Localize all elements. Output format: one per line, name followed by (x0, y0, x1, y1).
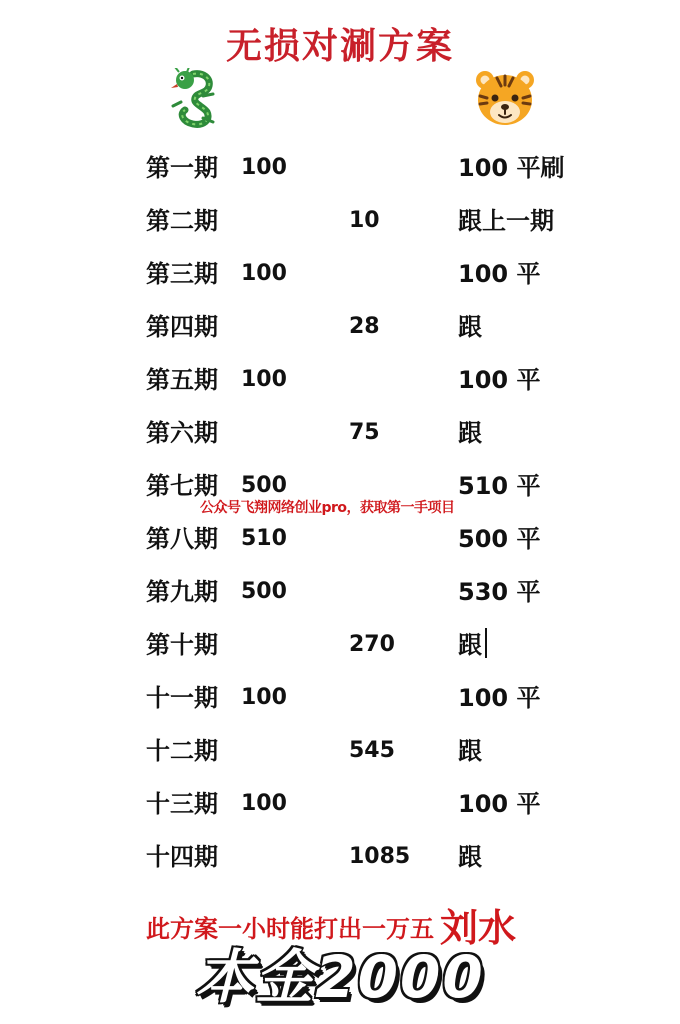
result-label: 510 平 (458, 472, 541, 500)
result-label: 100 平 (458, 260, 541, 288)
bet-row (0, 625, 680, 665)
tiger-amount: 10 (349, 208, 380, 233)
bet-row (0, 148, 680, 188)
tiger-amount: 270 (349, 632, 395, 657)
period-label: 十四期 (146, 843, 218, 871)
bet-row (0, 307, 680, 347)
period-label: 十二期 (146, 737, 218, 765)
tiger-icon (473, 68, 537, 128)
tiger-amount: 75 (349, 420, 380, 445)
tiger-amount: 1085 (349, 844, 411, 869)
text-cursor (485, 628, 487, 658)
period-label: 十一期 (146, 684, 218, 712)
bet-row (0, 572, 680, 612)
period-label: 第九期 (146, 578, 218, 606)
dragon-amount: 510 (241, 526, 287, 551)
result-label: 100 平 (458, 366, 541, 394)
period-label: 第三期 (146, 260, 218, 288)
result-label: 100 平刷 (458, 154, 565, 182)
period-label: 第十期 (146, 631, 218, 659)
bet-row (0, 678, 680, 718)
result-label: 跟 (458, 419, 482, 447)
result-label: 500 平 (458, 525, 541, 553)
result-label: 跟 (458, 843, 482, 871)
period-label: 第二期 (146, 207, 218, 235)
bet-row (0, 413, 680, 453)
period-label: 第七期 (146, 472, 218, 500)
dragon-amount: 100 (241, 791, 287, 816)
period-label: 第五期 (146, 366, 218, 394)
period-label: 十三期 (146, 790, 218, 818)
dragon-amount: 100 (241, 155, 287, 180)
bet-row (0, 254, 680, 294)
result-label: 跟上一期 (458, 207, 554, 235)
footer-text: 此方案一小时能打出一万五 (146, 915, 434, 943)
dragon-amount: 500 (241, 473, 287, 498)
result-label: 100 平 (458, 684, 541, 712)
watermark-text: 公众号飞翔网络创业pro，获取第一手项目 (200, 500, 455, 516)
period-label: 第一期 (146, 154, 218, 182)
period-label: 第八期 (146, 525, 218, 553)
period-label: 第六期 (146, 419, 218, 447)
footer-author: 刘水 (440, 905, 517, 950)
tiger-amount: 545 (349, 738, 395, 763)
period-label: 第四期 (146, 313, 218, 341)
page-title: 无损对涮方案 (225, 25, 454, 67)
tiger-amount: 28 (349, 314, 380, 339)
bet-row (0, 731, 680, 771)
bet-row (0, 784, 680, 824)
result-label: 跟 (458, 313, 482, 341)
dragon-amount: 100 (241, 367, 287, 392)
capital-banner: 本金2000 (195, 943, 485, 1011)
bet-row (0, 837, 680, 877)
result-label: 530 平 (458, 578, 541, 606)
bet-row (0, 360, 680, 400)
result-label: 跟 (458, 737, 482, 765)
dragon-amount: 100 (241, 685, 287, 710)
bet-row (0, 519, 680, 559)
result-label: 跟 (458, 631, 482, 659)
bet-row (0, 201, 680, 241)
dragon-amount: 100 (241, 261, 287, 286)
dragon-amount: 500 (241, 579, 287, 604)
result-label: 100 平 (458, 790, 541, 818)
dragon-icon (163, 68, 225, 130)
